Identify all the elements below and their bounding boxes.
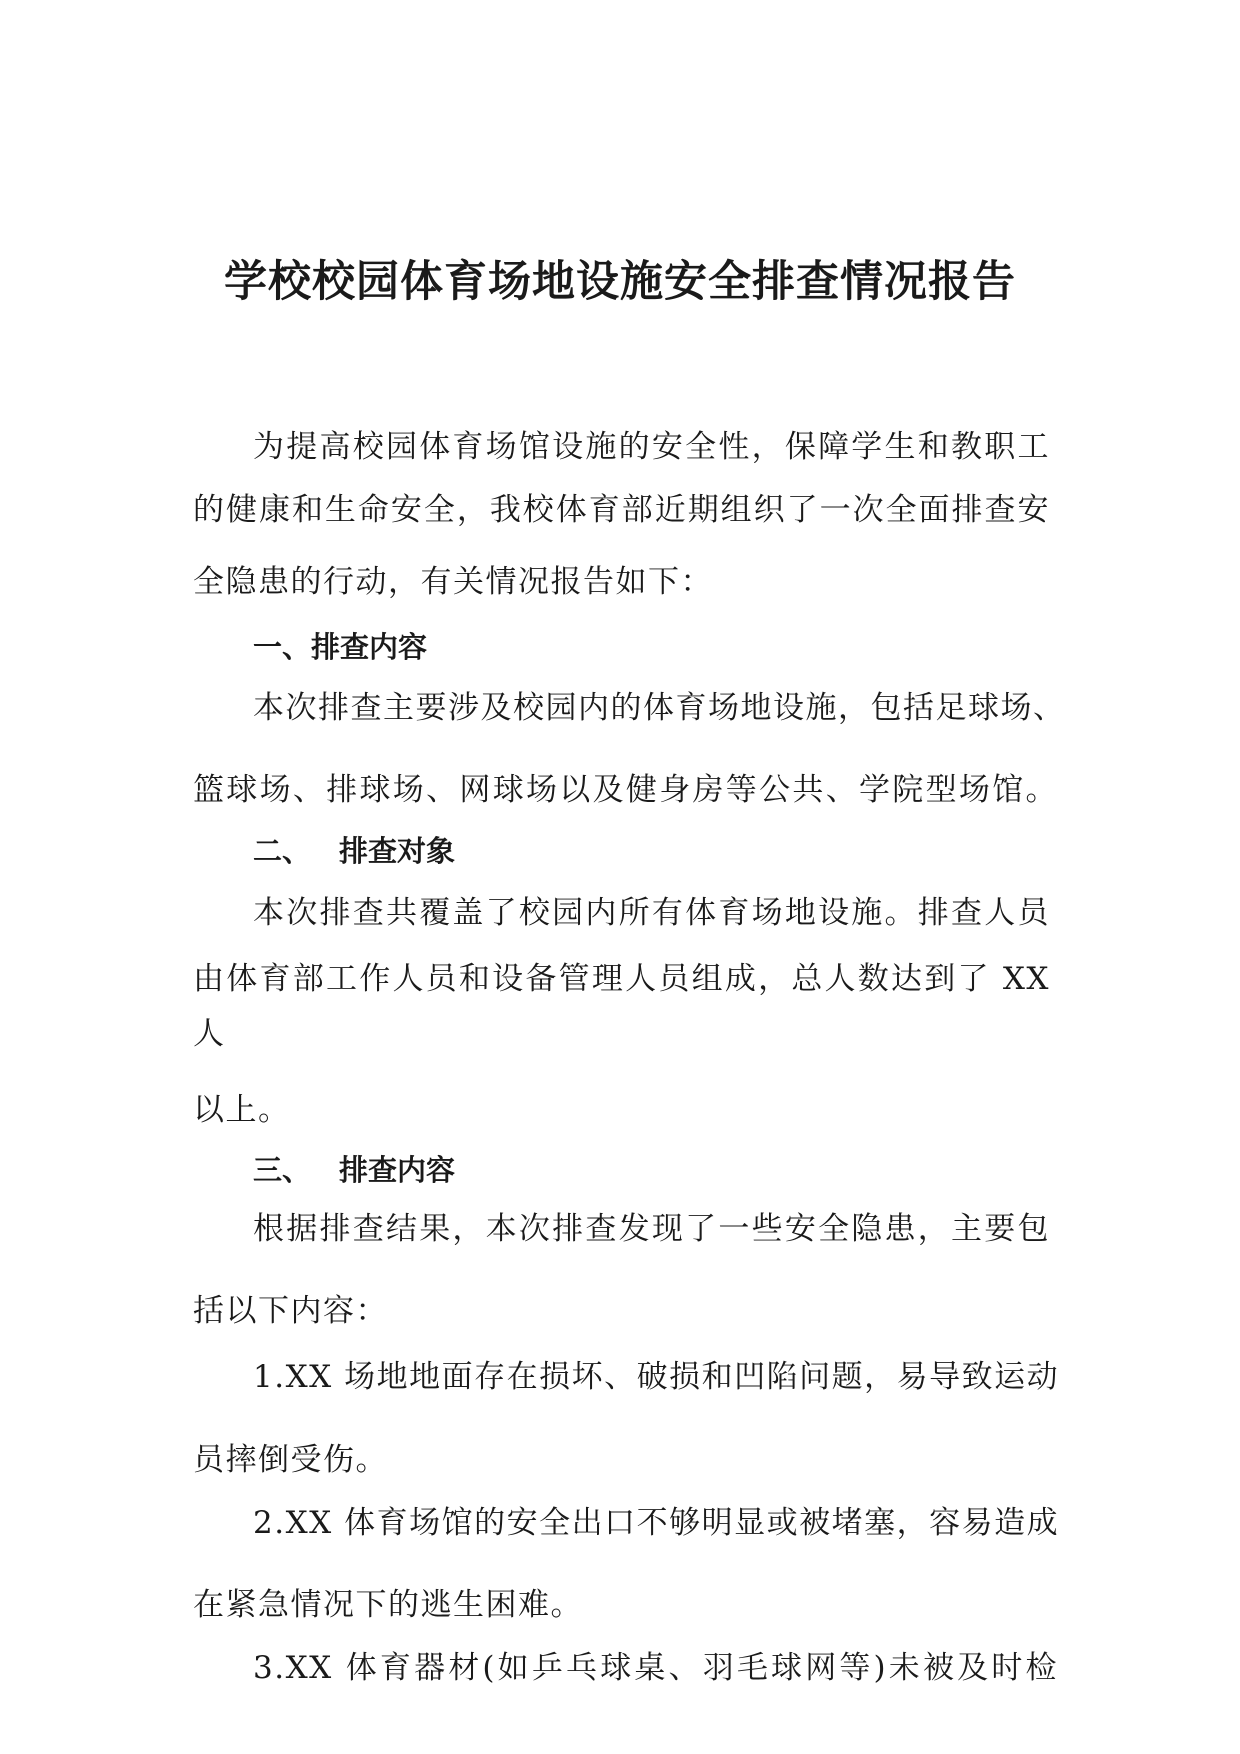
list-item-1-line-2: 员摔倒受伤。 (193, 1442, 388, 1478)
intro-line-2: 的健康和生命安全，我校体育部近期组织了一次全面排查安 (193, 492, 1050, 528)
section-1-heading: 一、排查内容 (253, 630, 428, 664)
intro-line-1: 为提高校园体育场馆设施的安全性，保障学生和教职工 (253, 429, 1050, 465)
section-2-heading-number: 二、 (253, 834, 312, 868)
section-2-line-1: 本次排查共覆盖了校园内所有体育场地设施。排查人员 (253, 895, 1050, 931)
section-3-heading-number: 三、 (253, 1153, 312, 1187)
section-2-heading-text: 排查对象 (339, 834, 456, 868)
list-item-3-line-1: 3.XX 体育器材(如乒乓球桌、羽毛球网等)未被及时检 (253, 1650, 1058, 1686)
section-2-line-2: 由体育部工作人员和设备管理人员组成，总人数达到了 XX (193, 961, 1050, 997)
section-1-line-2: 篮球场、排球场、网球场以及健身房等公共、学院型场馆。 (193, 772, 1058, 808)
section-2-heading (253, 831, 455, 871)
section-2-line-4: 以上。 (193, 1092, 291, 1128)
list-item-2-line-2: 在紧急情况下的逃生困难。 (193, 1587, 583, 1623)
section-3-line-1: 根据排查结果，本次排查发现了一些安全隐患，主要包 (253, 1211, 1050, 1247)
section-1-line-1: 本次排查主要涉及校园内的体育场地设施，包括足球场、 (253, 690, 1066, 726)
list-item-2-line-1: 2.XX 体育场馆的安全出口不够明显或被堵塞，容易造成 (253, 1505, 1060, 1541)
section-3-heading (253, 1150, 455, 1190)
section-3-heading-text: 排查内容 (339, 1153, 456, 1187)
intro-line-3: 全隐患的行动，有关情况报告如下： (193, 564, 713, 600)
section-2-line-3: 人 (193, 1016, 226, 1052)
document-title: 学校校园体育场地设施安全排查情况报告 (224, 257, 1016, 307)
list-item-1-line-1: 1.XX 场地地面存在损坏、破损和凹陷问题，易导致运动 (253, 1359, 1060, 1395)
section-3-line-2: 括以下内容： (193, 1293, 388, 1329)
